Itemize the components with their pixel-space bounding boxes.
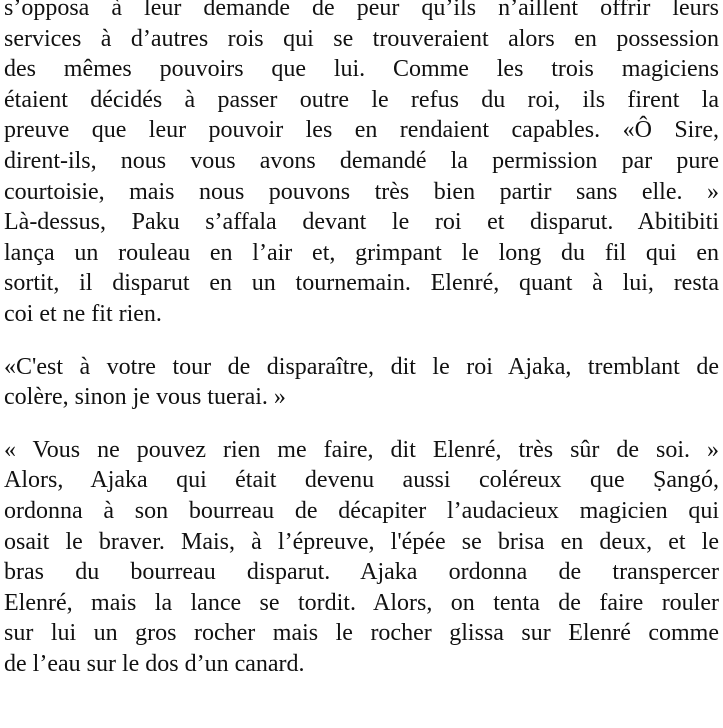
text-line: Elenré, mais la lance se tordit. Alors, on tenta de faire rouler <box>4 589 719 616</box>
text-line: courtoisie, mais nous pouvons très bien partir sans elle. » <box>4 178 719 205</box>
text-line: colère, sinon je vous tuerai. » <box>4 384 286 411</box>
text-line: lança un rouleau en l’air et, grimpant le long du fil qui en <box>4 239 719 266</box>
text-line: sortit, il disparut en un tournemain. Elenré, quant à lui, resta <box>4 270 719 297</box>
paragraph-1 <box>4 0 719 330</box>
text-line: s’opposa à leur demande de peur qu’ils n’aillent offrir leurs <box>4 0 719 21</box>
text-line: « Vous ne pouvez rien me faire, dit Elenré, très sûr de soi. » <box>4 436 719 463</box>
text-line: preuve que leur pouvoir les en rendaient capables. «Ô Sire, <box>4 117 719 144</box>
text-line: des mêmes pouvoirs que lui. Comme les trois magiciens <box>4 56 719 83</box>
text-line: «C'est à votre tour de disparaître, dit le roi Ajaka, tremblant de <box>4 353 719 380</box>
text-line: Là-dessus, Paku s’affala devant le roi et disparut. Abitibiti <box>4 209 719 236</box>
text-line: ordonna à son bourreau de décapiter l’audacieux magicien qui <box>4 497 719 524</box>
text-line: bras du bourreau disparut. Ajaka ordonna de transpercer <box>4 559 719 586</box>
text-line: coi et ne fit rien. <box>4 300 162 327</box>
text-line: dirent-ils, nous vous avons demandé la permission par pure <box>4 147 719 174</box>
text-line: sur lui un gros rocher mais le rocher glissa sur Elenré comme <box>4 620 719 647</box>
paragraph-2 <box>4 352 719 413</box>
paragraph-3 <box>4 435 719 680</box>
text-line: de l’eau sur le dos d’un canard. <box>4 650 305 677</box>
document-page <box>4 0 719 679</box>
text-line: étaient décidés à passer outre le refus du roi, ils firent la <box>4 86 719 113</box>
text-line: services à d’autres rois qui se trouveraient alors en possession <box>4 25 719 52</box>
text-line: osait le braver. Mais, à l’épreuve, l'épée se brisa en deux, et le <box>4 528 719 555</box>
text-line: Alors, Ajaka qui était devenu aussi coléreux que Ṣangó, <box>4 467 719 494</box>
